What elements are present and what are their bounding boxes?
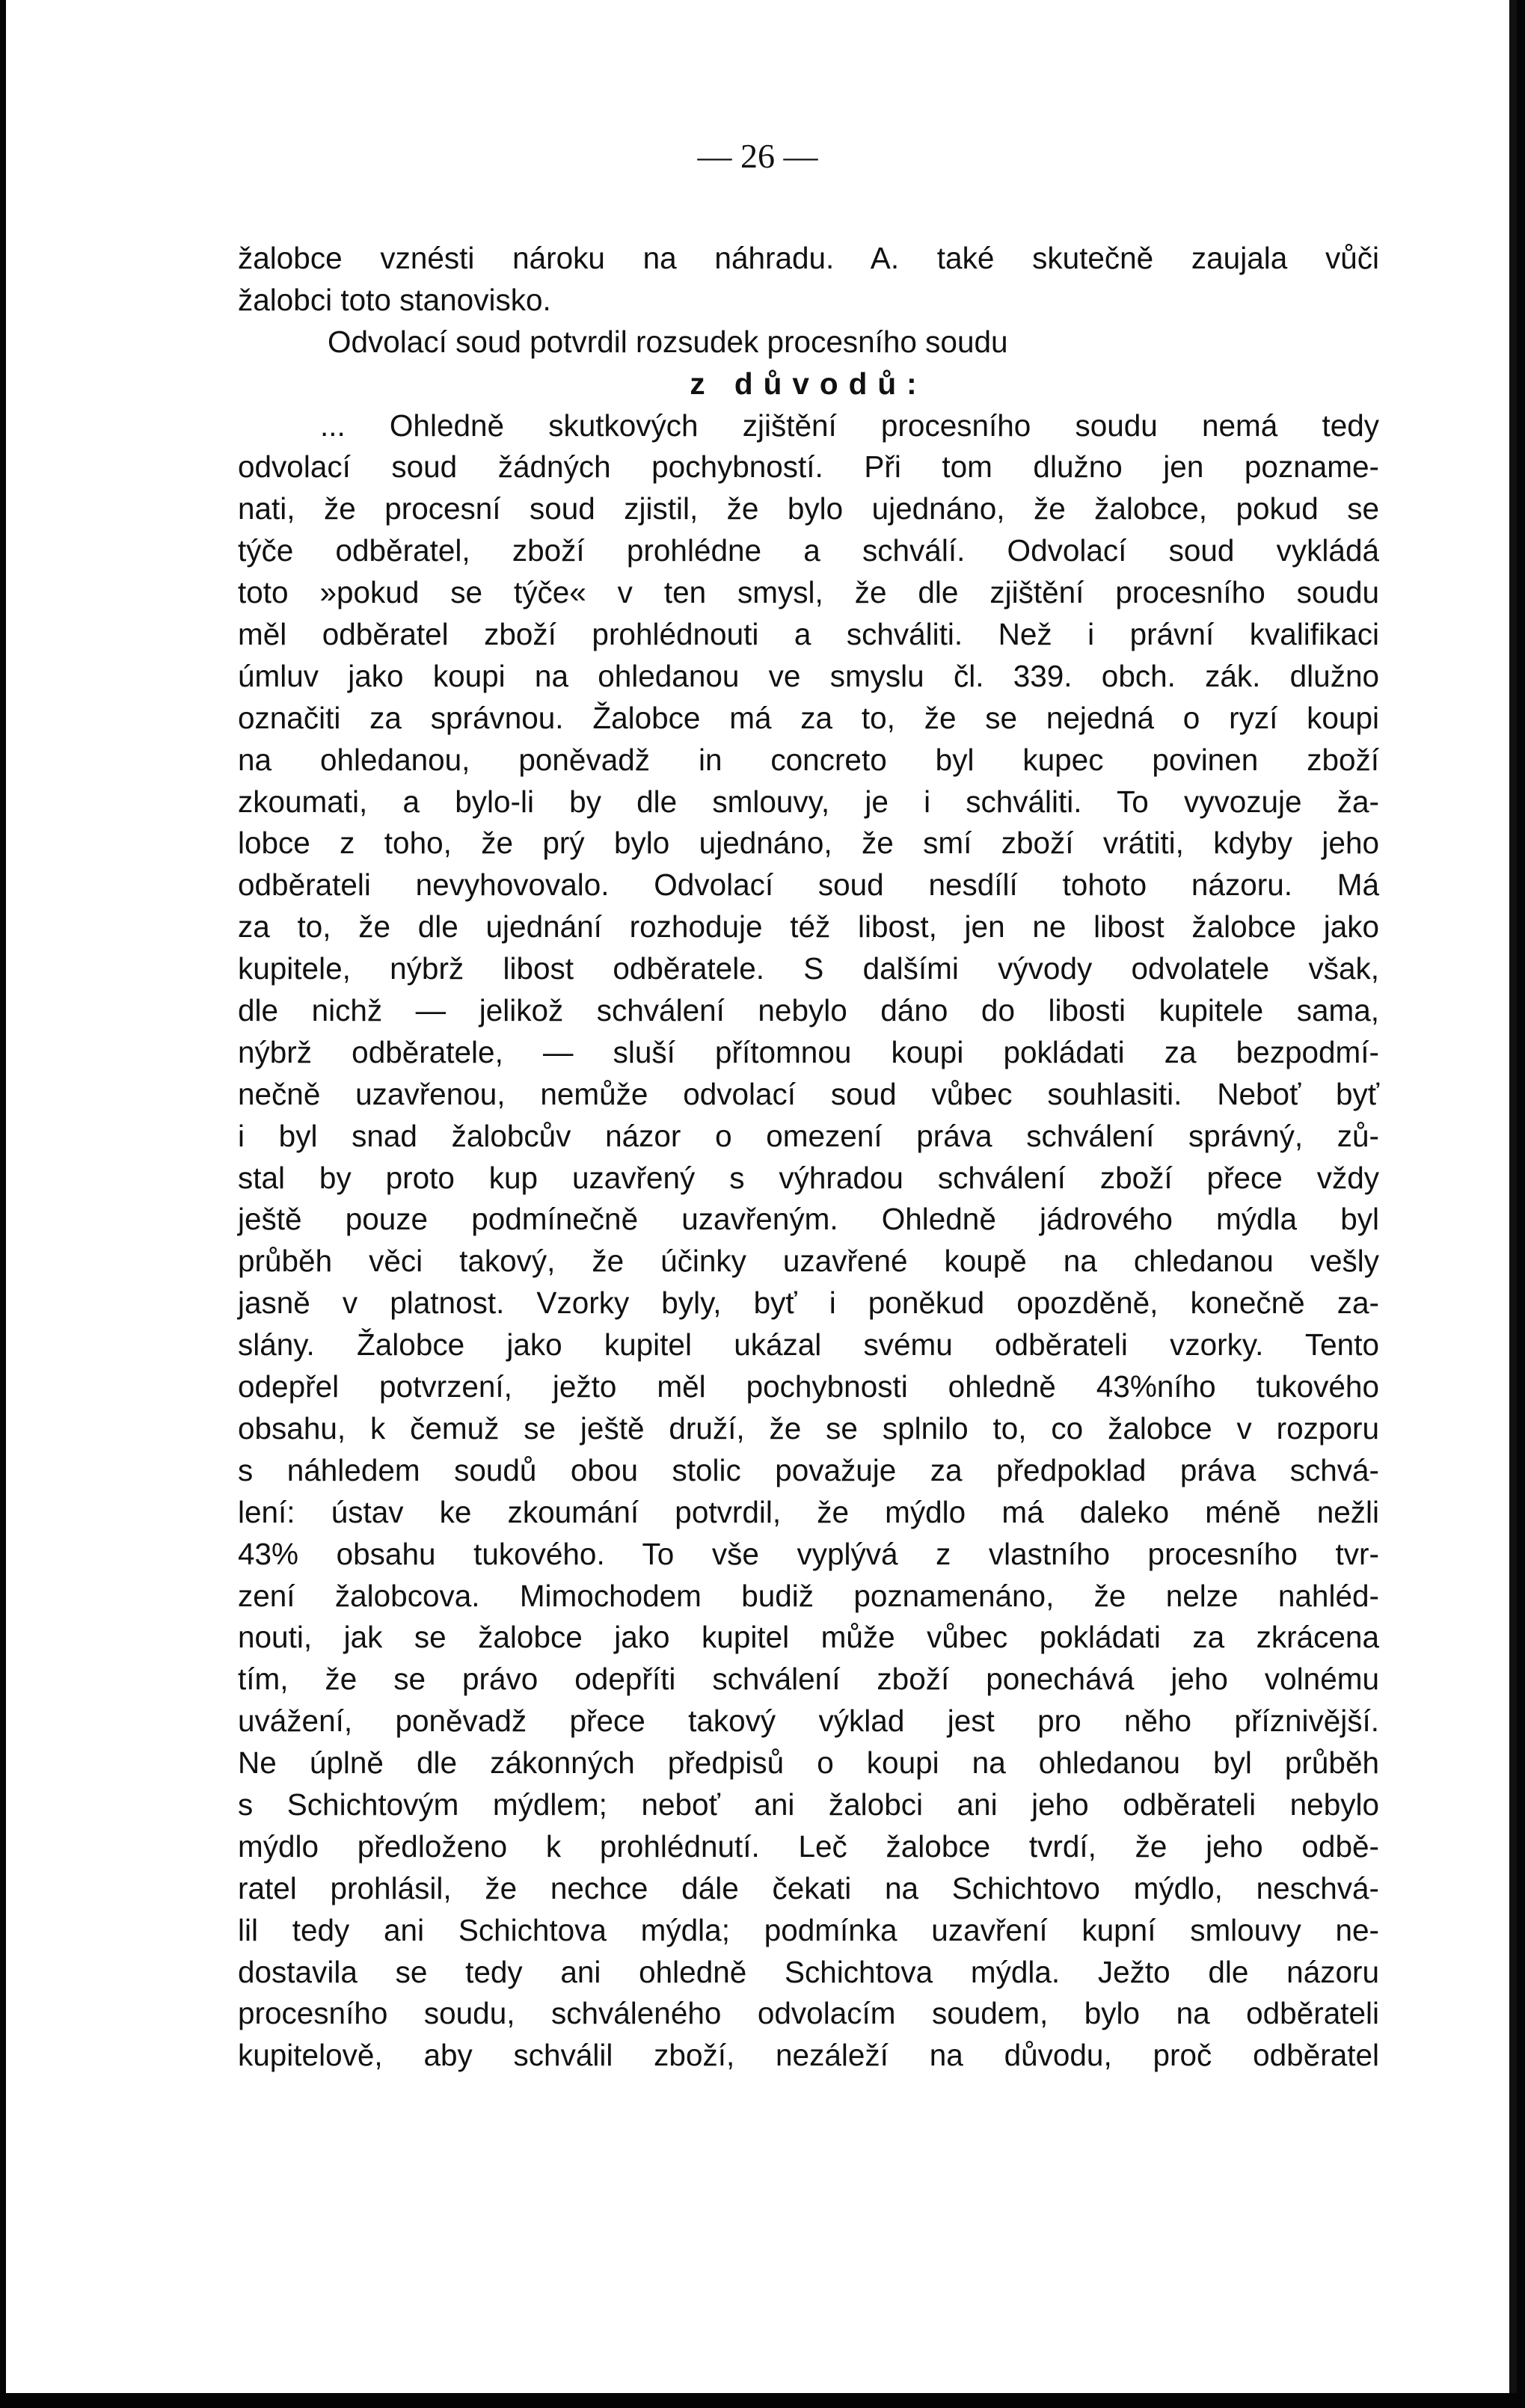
body-text (238, 238, 1379, 2077)
text-line: nečně uzavřenou, nemůže odvolací soud vůbec souhlasiti. Neboť byť (238, 1076, 1379, 1111)
text-line: měl odběratel zboží prohlédnouti a schváliti. Než i právní kvalifikaci (238, 617, 1379, 652)
text-line: jasně v platnost. Vzorky byly, byť i poněkud opozděně, konečně za- (238, 1286, 1379, 1321)
text-line: 43% obsahu tukového. To vše vyplývá z vlastního procesního tvr- (238, 1536, 1379, 1571)
text-line: žalobci toto stanovisko. (238, 282, 551, 317)
text-line: odepřel potvrzení, ježto měl pochybnosti ohledně 43%ního tukového (238, 1369, 1379, 1404)
text-line: za to, že dle ujednání rozhoduje též libost, jen ne libost žalobce jako (238, 909, 1379, 945)
text-line: na ohledanou, poněvadž in concreto byl kupec povinen zboží (238, 742, 1379, 777)
text-line: obsahu, k čemuž se ještě druží, že se splnilo to, co žalobce v rozporu (238, 1410, 1379, 1446)
text-line-odvolaci: Odvolací soud potvrdil rozsudek procesního soudu (328, 324, 1008, 359)
text-line: lobce z toho, že prý bylo ujednáno, že smí zboží vrátiti, kdyby jeho (238, 826, 1379, 861)
text-line: odvolací soud žádných pochybností. Při tom dlužno jen poznamе- (238, 449, 1379, 485)
text-line: s náhledem soudů obou stolic považuje za předpoklad práva schvá- (238, 1452, 1379, 1487)
text-line: Ne úplně dle zákonných předpisů o koupi na ohledanou byl průběh (238, 1745, 1379, 1781)
text-line: ještě pouze podmínečně uzavřeným. Ohledně jádrového mýdla byl (238, 1202, 1379, 1237)
text-line: zkoumati, a bylo-li by dle smlouvy, je i schváliti. To vyvozuje ža- (238, 784, 1379, 819)
text-line: průběh věci takový, že účinky uzavřené koupě na chledanou vešly (238, 1244, 1379, 1279)
text-line: nouti, jak se žalobce jako kupitel může vůbec pokládati za zkrácena (238, 1620, 1379, 1655)
section-heading: z důvodů: (690, 366, 927, 401)
text-line: s Schichtovým mýdlem; neboť ani žalobci ani jeho odběrateli nebylo (238, 1787, 1379, 1822)
text-line: kupitelově, aby schválil zboží, nezáleží na důvodu, proč odběratel (238, 2038, 1379, 2073)
document-page (6, 0, 1517, 2393)
page-number: — 26 — (697, 137, 818, 175)
text-line: zení žalobcova. Mimochodem budiž poznamenáno, že nelze nahléd- (238, 1578, 1379, 1613)
text-line: lil tedy ani Schichtova mýdla; podmínka uzavření kupní smlouvy ne- (238, 1912, 1379, 1947)
text-line: úmluv jako koupi na ohledanou ve smyslu čl. 339. obch. zák. dlužno (238, 658, 1379, 693)
text-line: dle nichž — jelikož schválení nebylo dáno do libosti kupitele sama, (238, 993, 1379, 1028)
text-line: tím, že se právo odepříti schválení zboží ponechává jeho volnému (238, 1662, 1379, 1697)
text-line: kupitele, nýbrž libost odběratele. S dalšími vývody odvolatele však, (238, 951, 1379, 986)
text-line: lení: ústav ke zkoumání potvrdil, že mýdlo má daleko méně nežli (238, 1494, 1379, 1529)
text-line: toto »pokud se týče« v ten smysl, že dle zjištění procesního soudu (238, 575, 1379, 610)
text-line: dostavila se tedy ani ohledně Schichtova mýdla. Ježto dle názoru (238, 1954, 1379, 1989)
text-line: slány. Žalobce jako kupitel ukázal svému odběrateli vzorky. Tento (238, 1327, 1379, 1363)
text-line: i byl snad žalobcův názor o omezení práva schválení správný, zů- (238, 1118, 1379, 1153)
text-line: mýdlo předloženo k prohlédnutí. Leč žalobce tvrdí, že jeho odbě- (238, 1828, 1379, 1864)
text-line: žalobce vznésti nároku na náhradu. A. také skutečně zaujala vůči (238, 241, 1379, 275)
text-line: uvážení, poněvadž přece takový výklad jest pro něho příznivější. (238, 1704, 1379, 1739)
text-line: odběrateli nevyhovovalo. Odvolací soud nesdílí tohoto názoru. Má (238, 867, 1379, 903)
text-line: týče odběratel, zboží prohlédne a schválí. Odvolací soud vykládá (238, 533, 1379, 568)
text-line: ... Ohledně skutkových zjištění procesního soudu nemá tedy (320, 408, 1379, 443)
text-line: procesního soudu, schváleného odvolacím soudem, bylo na odběrateli (238, 1996, 1379, 2031)
text-line: nati, že procesní soud zjistil, že bylo ujednáno, že žalobce, pokud se (238, 491, 1379, 526)
text-line: ratel prohlásil, že nechce dále čekati na Schichtovo mýdlo, neschvá- (238, 1870, 1379, 1905)
text-line: označiti za správnou. Žalobce má za to, že se nejedná o ryzí koupi (238, 700, 1379, 735)
text-line: stal by proto kup uzavřený s výhradou schválení zboží přece vždy (238, 1160, 1379, 1195)
text-line: nýbrž odběratele, — sluší přítomnou koupi pokládati za bezpodmí- (238, 1034, 1379, 1069)
